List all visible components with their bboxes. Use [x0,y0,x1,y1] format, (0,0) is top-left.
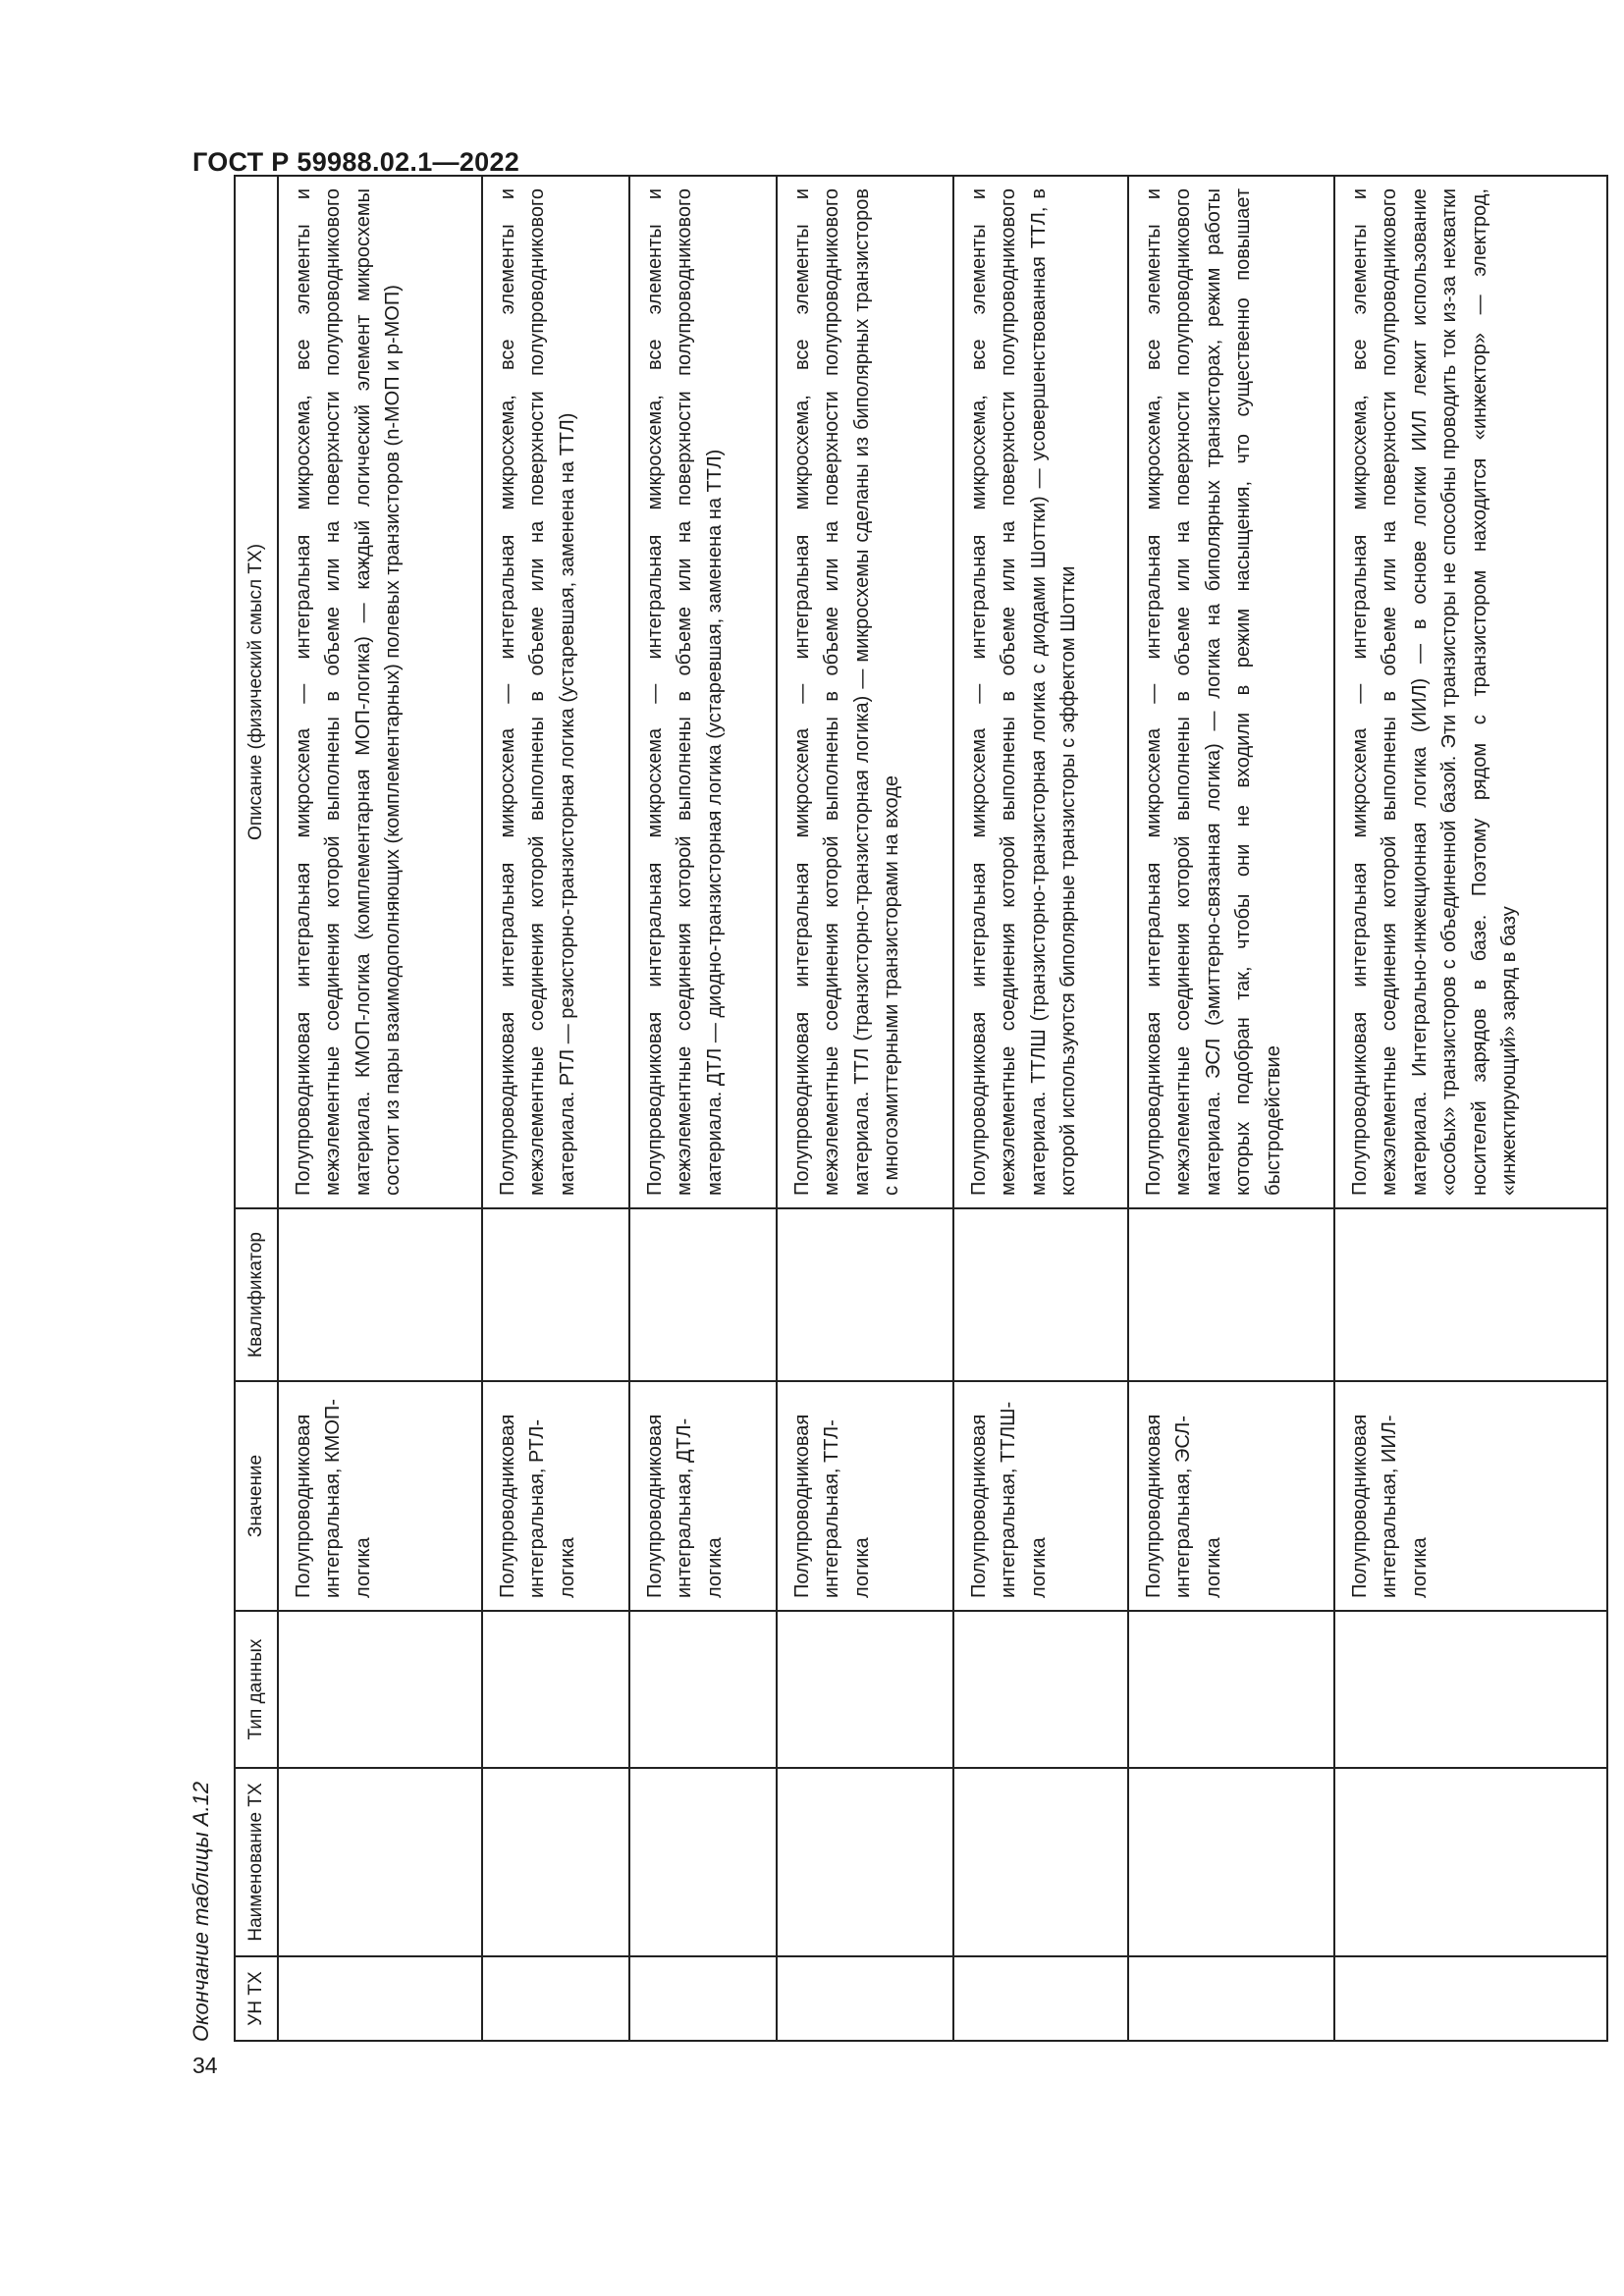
table-row [1128,176,1334,2041]
cell-description: Полупроводниковая интегральная микросхема — интегральная микросхема, все элементы и межэлементные соединения которой выполнены в объеме или на поверхности полупроводникового материала. ТТЛ (транзисторно-транзисторная логика) — микросхемы сделаны из биполярных транзисторов с многоэмиттерными транзисторами на входе [777,176,953,1208]
cell-value: Полупроводниковая интегральная, ТТЛШ-логика [953,1381,1128,1611]
cell-qualifier [1334,1208,1607,1381]
cell-value: Полупроводниковая интегральная, КМОП-логика [278,1381,482,1611]
page-number: 34 [192,2053,218,2078]
cell-value: Полупроводниковая интегральная, ИИЛ-логика [1334,1381,1607,1611]
cell-description: Полупроводниковая интегральная микросхема — интегральная микросхема, все элементы и межэлементные соединения которой выполнены в объеме или на поверхности полупроводникового материала. ЭСЛ (эмиттерно-связанная логика) — логика на биполярных транзисторах, режим работы которых подобран так, чтобы они не входили в режим насыщения, что существенно повышает быстродействие [1128,176,1334,1208]
cell-name [953,1768,1128,1956]
column-header-type: Тип данных [235,1611,278,1768]
cell-un [278,1956,482,2041]
cell-un [1128,1956,1334,2041]
cell-type [482,1611,629,1768]
cell-un [1334,1956,1607,2041]
cell-description: Полупроводниковая интегральная микросхема — интегральная микросхема, все элементы и межэлементные соединения которой выполнены в объеме или на поверхности полупроводникового материала. КМОП-логика (комплементарная МОП-логика) — каждый логический элемент микросхемы состоит из пары взаимодополняющих (комплементарных) полевых транзисторов (n-МОП и p-МОП) [278,176,482,1208]
cell-value: Полупроводниковая интегральная, РТЛ-логика [482,1381,629,1611]
table-row [953,176,1128,2041]
column-header-name: Наименование ТХ [235,1768,278,1956]
cell-type [777,1611,953,1768]
cell-name [777,1768,953,1956]
table-row [482,176,629,2041]
column-header-un: УН ТХ [235,1956,278,2041]
table-row [1334,176,1607,2041]
cell-qualifier [1128,1208,1334,1381]
cell-name [482,1768,629,1956]
cell-qualifier [482,1208,629,1381]
cell-un [629,1956,777,2041]
spec-table [234,175,1608,2042]
cell-type [629,1611,777,1768]
cell-qualifier [278,1208,482,1381]
table-header-row [235,176,278,2041]
cell-qualifier [629,1208,777,1381]
cell-name [629,1768,777,1956]
table-row [278,176,482,2041]
cell-type [1128,1611,1334,1768]
cell-name [1334,1768,1607,1956]
table-row [777,176,953,2041]
cell-name [278,1768,482,1956]
cell-description: Полупроводниковая интегральная микросхема — интегральная микросхема, все элементы и межэлементные соединения которой выполнены в объеме или на поверхности полупроводникового материала. ТТЛШ (транзисторно-транзисторная логика с диодами Шоттки) — усовершенствованная ТТЛ, в которой используются биполярные транзисторы с эффектом Шоттки [953,176,1128,1208]
cell-value: Полупроводниковая интегральная, ЭСЛ-логика [1128,1381,1334,1611]
cell-type [1334,1611,1607,1768]
column-header-qualifier: Квалификатор [235,1208,278,1381]
cell-description: Полупроводниковая интегральная микросхема — интегральная микросхема, все элементы и межэлементные соединения которой выполнены в объеме или на поверхности полупроводникового материала. Интегрально-инжекционная логика (ИИЛ) — в основе логики ИИЛ лежит использование «особых» транзисторов с объединенной базой. Эти транзисторы не способны проводить ток из-за нехватки носителей зарядов в базе. Поэтому рядом с транзистором находится «инжектор» — электрод, «инжектирующий» заряд в базу [1334,176,1607,1208]
cell-type [953,1611,1128,1768]
cell-un [777,1956,953,2041]
cell-description: Полупроводниковая интегральная микросхема — интегральная микросхема, все элементы и межэлементные соединения которой выполнены в объеме или на поверхности полупроводникового материала. РТЛ — резисторно-транзисторная логика (устаревшая, заменена на ТТЛ) [482,176,629,1208]
cell-description: Полупроводниковая интегральная микросхема — интегральная микросхема, все элементы и межэлементные соединения которой выполнены в объеме или на поверхности полупроводникового материала. ДТЛ — диодно-транзисторная логика (устаревшая, заменена на ТТЛ) [629,176,777,1208]
cell-type [278,1611,482,1768]
table-row [629,176,777,2041]
cell-qualifier [777,1208,953,1381]
column-header-value: Значение [235,1381,278,1611]
rotated-table-area [189,10,1524,2042]
column-header-description: Описание (физический смысл ТХ) [235,176,278,1208]
document-header: ГОСТ Р 59988.02.1—2022 [192,147,520,177]
cell-value: Полупроводниковая интегральная, ДТЛ-логика [629,1381,777,1611]
cell-un [482,1956,629,2041]
table-caption: Окончание таблицы А.12 [189,1781,213,2042]
cell-un [953,1956,1128,2041]
cell-name [1128,1768,1334,1956]
cell-qualifier [953,1208,1128,1381]
cell-value: Полупроводниковая интегральная, ТТЛ-логика [777,1381,953,1611]
